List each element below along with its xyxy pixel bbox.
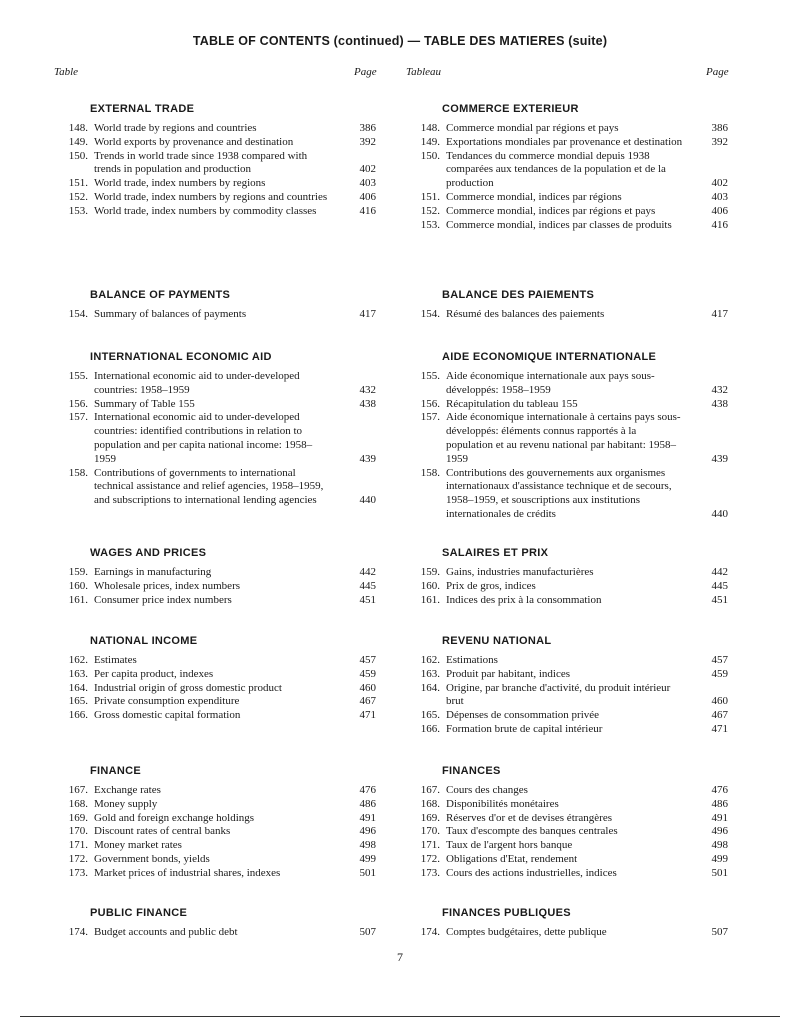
- table-number: 171.: [420, 839, 440, 852]
- section-title: EXTERNAL TRADE: [90, 103, 195, 115]
- table-number: 155.: [420, 370, 440, 382]
- table-title: Gold and foreign exchange holdings: [94, 811, 255, 824]
- table-number: 173.: [68, 866, 88, 879]
- page-ref: 438: [711, 397, 728, 410]
- page-ref: 476: [359, 784, 376, 796]
- section-title: SALAIRES ET PRIX: [442, 547, 549, 559]
- table-number: 160.: [420, 579, 440, 592]
- toc-entry[interactable]: [406, 398, 728, 412]
- toc-entry[interactable]: [406, 566, 728, 580]
- toc-entry[interactable]: [406, 370, 728, 398]
- page-ref: 406: [711, 204, 728, 217]
- table-number: 167.: [68, 784, 88, 796]
- toc-entry[interactable]: [54, 308, 376, 322]
- table-number: 159.: [420, 566, 440, 578]
- table-number: 156.: [420, 397, 440, 410]
- table-title: Commerce mondial, indices par classes de produits: [446, 218, 672, 231]
- page-ref: 460: [711, 695, 728, 708]
- table-number: 157.: [68, 411, 88, 424]
- column-header-page: Page: [354, 66, 377, 78]
- table-title: Taux d'escompte des banques centrales: [446, 825, 618, 838]
- table-title: Wholesale prices, index numbers: [94, 579, 241, 592]
- page-ref: 442: [711, 566, 728, 578]
- page-ref: 467: [359, 695, 376, 708]
- page-ref: 451: [359, 593, 376, 606]
- toc-entry[interactable]: [54, 926, 376, 940]
- table-number: 167.: [420, 784, 440, 796]
- section-international-economic-aid: [54, 350, 376, 508]
- table-title: Comptes budgétaires, dette publique: [446, 926, 607, 938]
- table-number: 149.: [68, 135, 88, 148]
- table-title: Summary of Table 155: [94, 397, 195, 410]
- table-title: World trade by regions and countries: [94, 122, 257, 134]
- page-ref: 486: [359, 797, 376, 810]
- table-title: Contributions of governments to international technical assistance and relief agencies, 1958–1959, and subscriptions to international lending agencies: [94, 466, 324, 507]
- table-number: 164.: [68, 681, 88, 694]
- table-title: Réserves d'or et de devises étrangères: [446, 811, 612, 824]
- toc-entry[interactable]: [54, 136, 376, 150]
- page-ref: 416: [711, 218, 728, 231]
- toc-entry[interactable]: [54, 709, 376, 723]
- page-ref: 432: [711, 383, 728, 396]
- toc-entry[interactable]: [406, 926, 728, 940]
- table-number: 153.: [68, 204, 88, 217]
- table-number: 163.: [68, 667, 88, 680]
- page-ref: 403: [359, 177, 376, 190]
- column-header-page-fr: Page: [706, 66, 729, 78]
- toc-entry[interactable]: [406, 825, 728, 839]
- page-ref: 440: [359, 494, 376, 507]
- table-number: 165.: [68, 695, 88, 708]
- section-title: REVENU NATIONAL: [442, 635, 552, 647]
- table-title: International economic aid to under-developed countries: identified contributions in relation to population and per capita national income: 1958–1959: [94, 411, 313, 465]
- page-ref: 432: [359, 383, 376, 396]
- page-ref: 457: [711, 654, 728, 666]
- toc-entry[interactable]: [406, 122, 728, 136]
- table-number: 150.: [68, 149, 88, 162]
- section-finance: [54, 764, 376, 881]
- toc-entry[interactable]: [406, 784, 728, 798]
- section-aide-economique-internationale: [406, 350, 728, 522]
- page-title: TABLE OF CONTENTS (continued) — TABLE DES MATIERES (suite): [192, 34, 608, 48]
- table-title: Estimates: [94, 654, 137, 666]
- table-title: Taux de l'argent hors banque: [446, 839, 573, 852]
- section-title: WAGES AND PRICES: [90, 547, 207, 559]
- page-ref: 417: [711, 308, 728, 320]
- toc-entry[interactable]: [54, 695, 376, 709]
- table-title: Discount rates of central banks: [94, 825, 231, 838]
- toc-entry[interactable]: [406, 467, 728, 522]
- toc-entry[interactable]: [54, 867, 376, 881]
- table-title: Per capita product, indexes: [94, 667, 214, 680]
- toc-entry[interactable]: [406, 682, 728, 710]
- table-title: Indices des prix à la consommation: [446, 593, 602, 606]
- section-commerce-exterieur: [406, 102, 728, 232]
- toc-entry[interactable]: [406, 308, 728, 322]
- section-finances: [406, 764, 728, 881]
- table-number: 154.: [68, 308, 88, 320]
- table-title: International economic aid to under-developed countries: 1958–1959: [94, 370, 300, 396]
- table-number: 152.: [420, 204, 440, 217]
- page-ref: 467: [711, 709, 728, 722]
- toc-entry[interactable]: [406, 150, 728, 191]
- table-number: 170.: [68, 825, 88, 838]
- toc-entry[interactable]: [54, 853, 376, 867]
- table-title: Private consumption expenditure: [94, 695, 240, 708]
- section-balance-of-payments: [54, 288, 376, 322]
- table-title: Tendances du commerce mondial depuis 1938 comparées aux tendances de la population et de la production: [446, 149, 666, 190]
- page-ref: 406: [359, 190, 376, 203]
- toc-entry[interactable]: [54, 654, 376, 668]
- table-number: 162.: [420, 654, 440, 666]
- table-title: World trade, index numbers by regions and countries: [94, 190, 328, 203]
- table-title: Exportations mondiales par provenance et destination: [446, 135, 683, 148]
- page-ref: 416: [359, 204, 376, 217]
- toc-entry[interactable]: [54, 370, 376, 398]
- table-number: 168.: [68, 797, 88, 810]
- page-ref: 507: [711, 926, 728, 938]
- table-title: Disponibilités monétaires: [446, 797, 559, 810]
- page-ref: 499: [359, 852, 376, 865]
- table-title: World trade, index numbers by commodity classes: [94, 204, 317, 217]
- table-number: 148.: [68, 122, 88, 134]
- page-ref: 402: [711, 177, 728, 190]
- toc-entry[interactable]: [54, 150, 376, 178]
- section-title: PUBLIC FINANCE: [90, 907, 188, 919]
- page-ref: 507: [359, 926, 376, 938]
- toc-entry[interactable]: [406, 594, 728, 608]
- page-ref: 402: [359, 163, 376, 176]
- section-balance-des-paiements: [406, 288, 728, 322]
- page-ref: 386: [711, 122, 728, 134]
- page-ref: 392: [359, 135, 376, 148]
- table-number: 171.: [68, 839, 88, 852]
- page-ref: 386: [359, 122, 376, 134]
- table-title: Summary of balances of payments: [94, 308, 247, 320]
- page-ref: 496: [711, 825, 728, 838]
- table-title: Budget accounts and public debt: [94, 926, 238, 938]
- table-title: Commerce mondial par régions et pays: [446, 122, 619, 134]
- table-title: Prix de gros, indices: [446, 579, 536, 592]
- table-number: 154.: [420, 308, 440, 320]
- section-external-trade: [54, 102, 376, 219]
- table-number: 148.: [420, 122, 440, 134]
- page-number: 7: [397, 950, 403, 964]
- table-title: World trade, index numbers by regions: [94, 177, 266, 190]
- toc-entry[interactable]: [406, 798, 728, 812]
- table-number: 161.: [68, 593, 88, 606]
- toc-entry[interactable]: [54, 191, 376, 205]
- page-ref: 499: [711, 852, 728, 865]
- page-ref: 459: [711, 667, 728, 680]
- section-title: BALANCE DES PAIEMENTS: [442, 289, 595, 301]
- table-number: 168.: [420, 797, 440, 810]
- table-number: 166.: [68, 709, 88, 722]
- toc-entry[interactable]: [54, 467, 376, 508]
- column-header-table: Table: [54, 66, 79, 78]
- toc-entry[interactable]: [406, 191, 728, 205]
- table-number: 170.: [420, 825, 440, 838]
- table-title: Gains, industries manufacturières: [446, 566, 594, 578]
- table-title: Earnings in manufacturing: [94, 566, 212, 578]
- table-number: 174.: [68, 926, 88, 938]
- table-title: Gross domestic capital formation: [94, 709, 241, 722]
- page-ref: 460: [359, 681, 376, 694]
- toc-entry[interactable]: [54, 682, 376, 696]
- toc-entry[interactable]: [54, 566, 376, 580]
- toc-entry[interactable]: [406, 668, 728, 682]
- page-ref: 498: [359, 839, 376, 852]
- table-title: Contributions des gouvernements aux organismes internationaux d'assistance technique et de secours, 1958–1959, et souscriptions aux institutions internationales de crédits: [446, 466, 672, 520]
- section-title: FINANCES PUBLIQUES: [442, 907, 571, 919]
- section-title: AIDE ECONOMIQUE INTERNATIONALE: [442, 351, 657, 363]
- table-title: Cours des changes: [446, 784, 528, 796]
- section-title: FINANCES: [442, 765, 501, 777]
- table-title: Commerce mondial, indices par régions et pays: [446, 204, 656, 217]
- table-title: World exports by provenance and destination: [94, 135, 294, 148]
- table-number: 156.: [68, 397, 88, 410]
- toc-entry[interactable]: [54, 411, 376, 466]
- table-number: 174.: [420, 926, 440, 938]
- page-ref: 491: [711, 811, 728, 824]
- table-number: 159.: [68, 566, 88, 578]
- table-number: 151.: [68, 177, 88, 190]
- table-title: Cours des actions industrielles, indices: [446, 866, 617, 879]
- table-title: Produit par habitant, indices: [446, 667, 571, 680]
- table-number: 162.: [68, 654, 88, 666]
- page-ref: 459: [359, 667, 376, 680]
- page-ref: 491: [359, 811, 376, 824]
- table-number: 149.: [420, 135, 440, 148]
- toc-entry[interactable]: [406, 580, 728, 594]
- table-number: 173.: [420, 866, 440, 879]
- section-salaires-et-prix: [406, 546, 728, 607]
- section-title: INTERNATIONAL ECONOMIC AID: [90, 351, 272, 363]
- section-title: FINANCE: [90, 765, 141, 777]
- table-number: 157.: [420, 411, 440, 424]
- page-ref: 403: [711, 190, 728, 203]
- table-number: 172.: [420, 852, 440, 865]
- column-header-tableau: Tableau: [406, 66, 442, 78]
- toc-entry[interactable]: [406, 709, 728, 723]
- table-title: Estimations: [446, 654, 498, 666]
- table-title: Trends in world trade since 1938 compared with trends in population and production: [94, 149, 308, 176]
- toc-entry[interactable]: [54, 580, 376, 594]
- toc-entry[interactable]: [54, 122, 376, 136]
- page-ref: 471: [359, 709, 376, 722]
- bottom-rule: [20, 1016, 780, 1017]
- page-ref: 501: [359, 866, 376, 879]
- toc-entry[interactable]: [54, 398, 376, 412]
- table-title: Industrial origin of gross domestic product: [94, 681, 282, 694]
- page-ref: 476: [711, 784, 728, 796]
- table-title: Obligations d'Etat, rendement: [446, 852, 578, 865]
- toc-entry[interactable]: [54, 205, 376, 219]
- page-ref: 445: [359, 579, 376, 592]
- page-ref: 438: [359, 397, 376, 410]
- table-number: 153.: [420, 218, 440, 231]
- table-title: Récapitulation du tableau 155: [446, 397, 578, 410]
- toc-entry[interactable]: [406, 219, 728, 233]
- table-number: 172.: [68, 852, 88, 865]
- table-title: Government bonds, yields: [94, 852, 210, 865]
- toc-entry[interactable]: [406, 654, 728, 668]
- page-ref: 498: [711, 839, 728, 852]
- page-ref: 471: [711, 722, 728, 735]
- page-ref: 440: [711, 507, 728, 520]
- page-ref: 439: [359, 452, 376, 465]
- table-number: 150.: [420, 149, 440, 162]
- section-national-income: [54, 634, 376, 723]
- section-revenu-national: [406, 634, 728, 737]
- toc-entry[interactable]: [406, 411, 728, 466]
- table-number: 169.: [420, 811, 440, 824]
- section-title: COMMERCE EXTERIEUR: [442, 103, 579, 115]
- table-number: 160.: [68, 579, 88, 592]
- table-title: Money market rates: [94, 839, 182, 852]
- table-title: Origine, par branche d'activité, du produit intérieur brut: [446, 681, 671, 708]
- table-number: 151.: [420, 190, 440, 203]
- page-ref: 442: [359, 566, 376, 578]
- toc-entry[interactable]: [54, 594, 376, 608]
- table-number: 166.: [420, 722, 440, 735]
- page-ref: 501: [711, 866, 728, 879]
- page-ref: 392: [711, 135, 728, 148]
- table-number: 163.: [420, 667, 440, 680]
- section-title: NATIONAL INCOME: [90, 635, 198, 647]
- table-title: Consumer price index numbers: [94, 593, 232, 606]
- table-number: 164.: [420, 681, 440, 694]
- table-title: Dépenses de consommation privée: [446, 709, 600, 722]
- toc-entry[interactable]: [406, 853, 728, 867]
- table-title: Commerce mondial, indices par régions: [446, 190, 622, 203]
- section-title: BALANCE OF PAYMENTS: [90, 289, 231, 301]
- table-title: Résumé des balances des paiements: [446, 308, 605, 320]
- page-ref: 417: [359, 308, 376, 320]
- page-ref: 445: [711, 579, 728, 592]
- table-number: 152.: [68, 190, 88, 203]
- table-number: 155.: [68, 370, 88, 382]
- toc-entry[interactable]: [54, 177, 376, 191]
- table-title: Money supply: [94, 797, 158, 810]
- toc-entry[interactable]: [54, 839, 376, 853]
- table-title: Aide économique internationale à certains pays sous-développés: éléments connus rapportés à la population et au revenu national par habitant: 1958–1959: [446, 411, 681, 465]
- page-ref: 439: [711, 452, 728, 465]
- table-number: 158.: [420, 466, 440, 479]
- toc-entry[interactable]: [54, 668, 376, 682]
- table-title: Market prices of industrial shares, indexes: [94, 866, 281, 879]
- table-title: Formation brute de capital intérieur: [446, 722, 603, 735]
- toc-entry[interactable]: [406, 723, 728, 737]
- toc-entry[interactable]: [54, 825, 376, 839]
- page-ref: 457: [359, 654, 376, 666]
- toc-entry[interactable]: [406, 867, 728, 881]
- table-title: Exchange rates: [94, 784, 161, 796]
- section-public-finance: [54, 906, 376, 940]
- toc-entry[interactable]: [54, 784, 376, 798]
- page-ref: 496: [359, 825, 376, 838]
- table-number: 165.: [420, 709, 440, 722]
- table-number: 169.: [68, 811, 88, 824]
- table-number: 161.: [420, 593, 440, 606]
- section-wages-and-prices: [54, 546, 376, 607]
- toc-entry[interactable]: [406, 812, 728, 826]
- page-ref: 486: [711, 797, 728, 810]
- table-number: 158.: [68, 466, 88, 479]
- toc-entry[interactable]: [54, 798, 376, 812]
- table-title: Aide économique internationale aux pays sous-développés: 1958–1959: [446, 370, 655, 396]
- toc-entry[interactable]: [406, 839, 728, 853]
- toc-entry[interactable]: [406, 205, 728, 219]
- section-finances-publiques: [406, 906, 728, 940]
- toc-entry[interactable]: [406, 136, 728, 150]
- page-ref: 451: [711, 593, 728, 606]
- toc-entry[interactable]: [54, 812, 376, 826]
